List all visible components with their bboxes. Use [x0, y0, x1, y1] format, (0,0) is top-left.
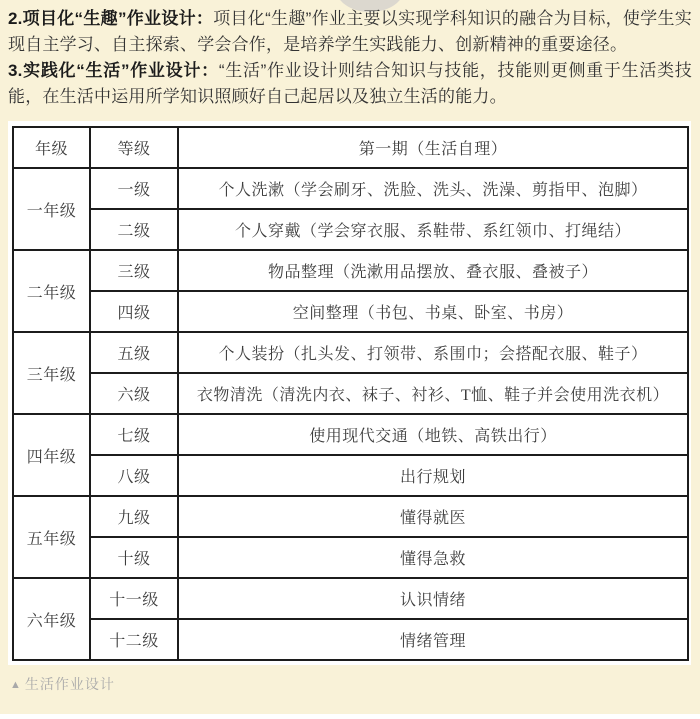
level-cell: 九级 [90, 496, 178, 537]
table-panel [8, 121, 691, 665]
table-row [13, 496, 688, 537]
paragraph-life-homework [8, 58, 692, 110]
table-row [13, 619, 688, 660]
intro-paragraphs [8, 6, 692, 110]
level-cell: 十级 [90, 537, 178, 578]
level-cell: 二级 [90, 209, 178, 250]
task-cell: 物品整理（洗漱用品摆放、叠衣服、叠被子） [178, 250, 688, 291]
task-cell: 使用现代交通（地铁、高铁出行） [178, 414, 688, 455]
paragraph-body-3: “生活”作业设计则结合知识与技能，技能则更侧重于生活类技能，在生活中运用所学知识照顾好自己起居以及独立生活的能力。 [8, 61, 693, 106]
grade-cell: 三年级 [13, 332, 90, 414]
table-row [13, 209, 688, 250]
level-cell: 七级 [90, 414, 178, 455]
task-cell: 衣物清洗（清洗内衣、袜子、衬衫、T恤、鞋子并会使用洗衣机） [178, 373, 688, 414]
level-cell: 六级 [90, 373, 178, 414]
level-cell: 三级 [90, 250, 178, 291]
task-cell: 个人装扮（扎头发、打领带、系围巾；会搭配衣服、鞋子） [178, 332, 688, 373]
grade-cell: 六年级 [13, 578, 90, 660]
table-row [13, 578, 688, 619]
paragraph-body-2: 项目化“生趣”作业主要以实现学科知识的融合为目标，使学生实现自主学习、自主探索、学会合作，是培养学生实践能力、创新精神的重要途径。 [8, 9, 692, 54]
task-cell: 认识情绪 [178, 578, 688, 619]
task-cell: 空间整理（书包、书桌、卧室、书房） [178, 291, 688, 332]
grade-cell: 五年级 [13, 496, 90, 578]
column-header-0: 年级 [13, 127, 90, 168]
task-cell: 情绪管理 [178, 619, 688, 660]
table-row [13, 168, 688, 209]
table-row [13, 414, 688, 455]
level-cell: 十二级 [90, 619, 178, 660]
task-cell: 个人洗漱（学会刷牙、洗脸、洗头、洗澡、剪指甲、泡脚） [178, 168, 688, 209]
table-caption-text: 生活作业设计 [24, 676, 115, 692]
task-cell: 出行规划 [178, 455, 688, 496]
task-cell: 懂得就医 [178, 496, 688, 537]
table-caption [10, 674, 115, 694]
life-homework-table [12, 126, 689, 661]
table-row [13, 455, 688, 496]
triangle-icon: ▲ [10, 679, 22, 691]
level-cell: 十一级 [90, 578, 178, 619]
level-cell: 八级 [90, 455, 178, 496]
column-header-2: 第一期（生活自理） [178, 127, 688, 168]
column-header-1: 等级 [90, 127, 178, 168]
task-cell: 个人穿戴（学会穿衣服、系鞋带、系红领巾、打绳结） [178, 209, 688, 250]
bottom-white-strip [0, 714, 700, 719]
paragraph-lead-3: 3.实践化“生活”作业设计： [8, 61, 219, 80]
table-row [13, 373, 688, 414]
level-cell: 一级 [90, 168, 178, 209]
grade-cell: 二年级 [13, 250, 90, 332]
task-cell: 懂得急救 [178, 537, 688, 578]
table-header-row [13, 127, 688, 168]
grade-cell: 一年级 [13, 168, 90, 250]
grade-cell: 四年级 [13, 414, 90, 496]
level-cell: 五级 [90, 332, 178, 373]
table-row [13, 250, 688, 291]
table-row [13, 291, 688, 332]
table-row [13, 537, 688, 578]
level-cell: 四级 [90, 291, 178, 332]
paragraph-project-homework [8, 6, 692, 58]
table-row [13, 332, 688, 373]
paragraph-lead-2: 2.项目化“生趣”作业设计： [8, 9, 214, 28]
